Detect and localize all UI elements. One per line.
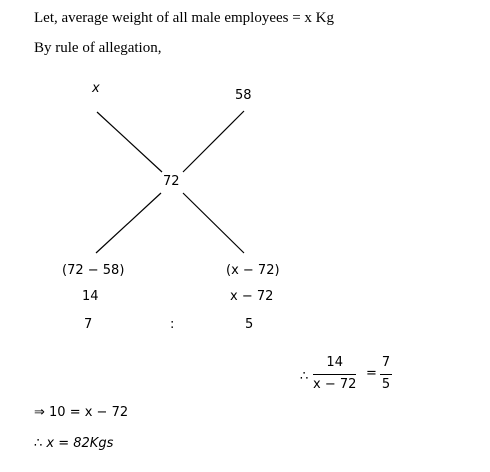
fraction-lhs-bar xyxy=(313,374,356,375)
fraction-lhs xyxy=(313,355,356,393)
ratio-separator: : xyxy=(170,317,175,332)
fraction-rhs-denominator: 5 xyxy=(381,377,391,392)
cross-line-top-right xyxy=(183,111,244,172)
diagram-bottom-right-value: (x − 72) xyxy=(226,263,280,278)
intro-line-1: Let, average weight of all male employees = x Kg xyxy=(34,10,335,26)
cross-line-top-left xyxy=(97,112,162,172)
diagram-center-value: 72 xyxy=(163,174,180,189)
equals-sign: = xyxy=(366,366,377,381)
step-1: ⇒ 10 = x − 72 xyxy=(34,405,129,420)
diagram-top-right-value: 58 xyxy=(235,88,252,103)
fraction-lhs-numerator: 14 xyxy=(326,355,343,370)
diagram-top-left-value: x xyxy=(92,81,100,96)
step-2-result: x = 82Kgs xyxy=(46,436,114,451)
cross-line-bottom-left xyxy=(96,193,161,253)
intro-line-2: By rule of allegation, xyxy=(34,40,162,56)
fraction-rhs xyxy=(380,355,392,393)
ratio-left-value: 14 xyxy=(82,289,99,304)
ratio-right-simplified: 5 xyxy=(245,317,254,332)
ratio-left-simplified: 7 xyxy=(84,317,93,332)
fraction-lhs-denominator: x − 72 xyxy=(313,377,357,392)
therefore-symbol: ∴ xyxy=(300,369,309,384)
step-2-prefix: ∴ xyxy=(34,436,47,451)
fraction-rhs-bar xyxy=(380,374,392,375)
ratio-right-value: x − 72 xyxy=(230,289,274,304)
cross-line-bottom-right xyxy=(183,193,244,253)
fraction-rhs-numerator: 7 xyxy=(381,355,391,370)
diagram-bottom-left-value: (72 − 58) xyxy=(62,263,125,278)
step-2 xyxy=(34,436,113,451)
